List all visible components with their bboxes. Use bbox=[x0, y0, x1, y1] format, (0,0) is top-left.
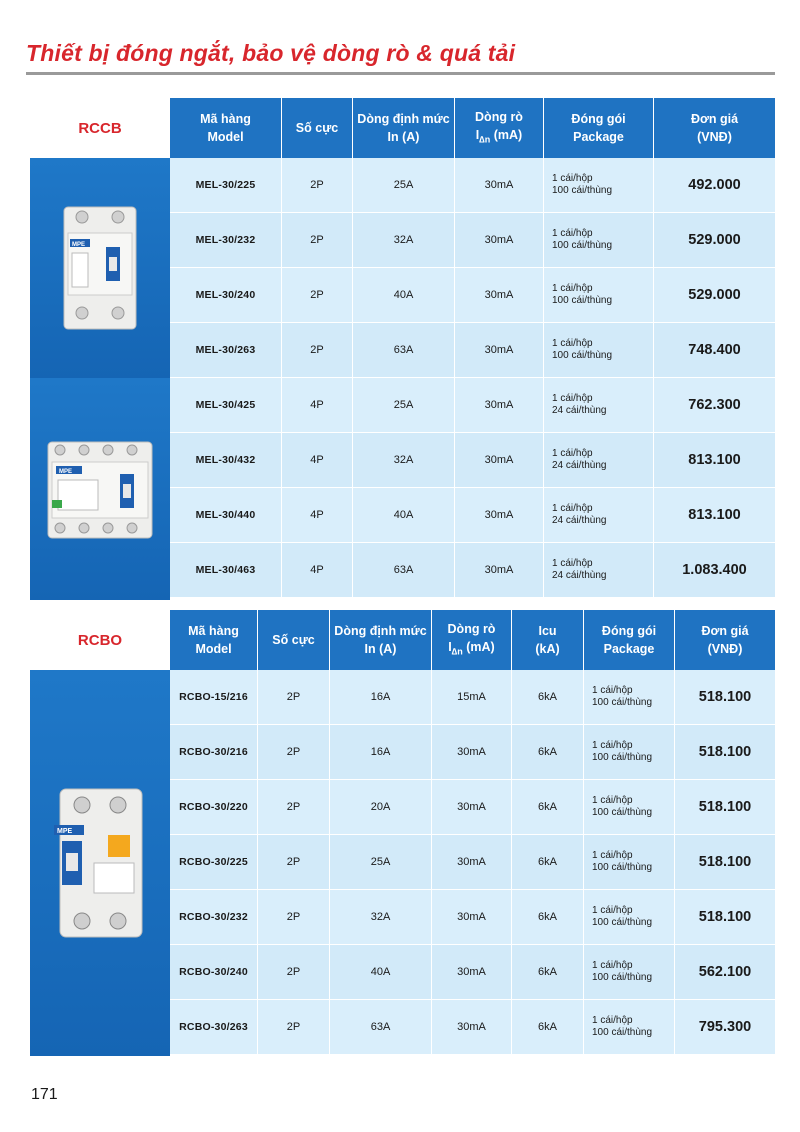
package-per-box: 1 cái/hộp bbox=[592, 740, 633, 751]
package-per-carton: 24 cái/thùng bbox=[552, 515, 607, 526]
rated-current-cell: 40A bbox=[330, 945, 432, 999]
model-cell: MEL-30/263 bbox=[170, 323, 282, 377]
header-icu-vi: Icu bbox=[538, 624, 557, 638]
package-per-carton: 100 cái/thùng bbox=[592, 807, 653, 818]
poles-cell: 2P bbox=[282, 158, 353, 212]
header-rated-vi: Dòng định mức bbox=[357, 112, 450, 126]
package-per-carton: 100 cái/thùng bbox=[592, 917, 653, 928]
header-rated-current bbox=[353, 98, 455, 158]
price-cell: 518.100 bbox=[698, 799, 752, 815]
header-model-vi: Mã hàng bbox=[188, 624, 239, 638]
leak-current-cell: 30mA bbox=[432, 945, 512, 999]
header-model bbox=[170, 98, 282, 158]
poles-cell: 2P bbox=[258, 835, 330, 889]
leak-subscript: ∆n bbox=[479, 134, 491, 145]
leak-current-cell: 30mA bbox=[455, 488, 544, 542]
table-row bbox=[170, 670, 775, 725]
model-cell: MEL-30/432 bbox=[170, 433, 282, 487]
package-cell bbox=[584, 1000, 675, 1054]
leak-current-cell: 30mA bbox=[432, 780, 512, 834]
header-poles-text: Số cực bbox=[272, 633, 315, 647]
poles-cell: 2P bbox=[258, 725, 330, 779]
poles-cell: 2P bbox=[282, 268, 353, 322]
package-per-box: 1 cái/hộp bbox=[552, 558, 593, 569]
package-per-box: 1 cái/hộp bbox=[592, 905, 633, 916]
model-cell: MEL-30/240 bbox=[170, 268, 282, 322]
price-cell: 518.100 bbox=[698, 909, 752, 925]
package-per-carton: 100 cái/thùng bbox=[592, 1027, 653, 1038]
model-cell: MEL-30/440 bbox=[170, 488, 282, 542]
model-cell: RCBO-30/220 bbox=[170, 780, 258, 834]
header-package bbox=[544, 98, 654, 158]
icu-cell: 6kA bbox=[512, 670, 584, 724]
model-cell: RCBO-15/216 bbox=[170, 670, 258, 724]
package-per-carton: 100 cái/thùng bbox=[592, 972, 653, 983]
header-icu bbox=[512, 610, 584, 670]
poles-cell: 4P bbox=[282, 543, 353, 597]
package-per-carton: 100 cái/thùng bbox=[552, 240, 613, 251]
table-row bbox=[170, 945, 775, 1000]
poles-cell: 2P bbox=[258, 670, 330, 724]
poles-cell: 4P bbox=[282, 488, 353, 542]
rated-current-cell: 40A bbox=[353, 488, 455, 542]
leak-current-cell: 30mA bbox=[455, 378, 544, 432]
header-leak-en bbox=[476, 126, 522, 149]
poles-cell: 2P bbox=[282, 323, 353, 377]
leak-current-cell: 30mA bbox=[455, 433, 544, 487]
poles-cell: 2P bbox=[282, 213, 353, 267]
package-per-box: 1 cái/hộp bbox=[552, 228, 593, 239]
header-leak-current bbox=[455, 98, 544, 158]
title-divider bbox=[26, 72, 775, 75]
table-row bbox=[170, 433, 775, 488]
poles-cell: 2P bbox=[258, 1000, 330, 1054]
leak-current-cell: 30mA bbox=[455, 268, 544, 322]
leak-current-cell: 30mA bbox=[432, 890, 512, 944]
header-leak-vi: Dòng rò bbox=[447, 621, 496, 636]
header-price-vi: Đơn giá bbox=[701, 624, 749, 638]
leak-current-cell: 15mA bbox=[432, 670, 512, 724]
svg-text:MPE: MPE bbox=[72, 242, 86, 248]
header-rated-en: In (A) bbox=[364, 642, 397, 656]
rated-current-cell: 32A bbox=[353, 433, 455, 487]
package-cell bbox=[544, 268, 654, 322]
poles-cell: 2P bbox=[258, 780, 330, 834]
package-cell bbox=[544, 378, 654, 432]
leak-current-cell: 30mA bbox=[455, 213, 544, 267]
header-leak-current bbox=[432, 610, 512, 670]
rated-current-cell: 63A bbox=[330, 1000, 432, 1054]
rated-current-cell: 32A bbox=[353, 213, 455, 267]
table-row bbox=[170, 1000, 775, 1055]
table-row bbox=[170, 488, 775, 543]
header-package bbox=[584, 610, 675, 670]
header-model-en: Model bbox=[207, 130, 244, 144]
package-per-carton: 100 cái/thùng bbox=[552, 185, 613, 196]
rcbo-table-body bbox=[170, 670, 775, 1055]
poles-cell: 2P bbox=[258, 945, 330, 999]
package-per-carton: 24 cái/thùng bbox=[552, 460, 607, 471]
header-package-vi: Đóng gói bbox=[571, 112, 626, 126]
package-cell bbox=[544, 543, 654, 597]
price-cell: 813.100 bbox=[688, 452, 741, 468]
leak-subscript: ∆n bbox=[451, 646, 463, 657]
rated-current-cell: 16A bbox=[330, 725, 432, 779]
rated-current-cell: 25A bbox=[353, 378, 455, 432]
price-cell: 748.400 bbox=[688, 342, 741, 358]
table-row bbox=[170, 780, 775, 835]
model-cell: MEL-30/225 bbox=[170, 158, 282, 212]
package-cell bbox=[584, 890, 675, 944]
package-per-box: 1 cái/hộp bbox=[552, 283, 593, 294]
package-per-box: 1 cái/hộp bbox=[592, 1015, 633, 1026]
price-cell: 492.000 bbox=[688, 177, 741, 193]
package-cell bbox=[584, 670, 675, 724]
page-title: Thiết bị đóng ngắt, bảo vệ dòng rò & quá tải bbox=[26, 40, 516, 66]
package-per-carton: 24 cái/thùng bbox=[552, 405, 607, 416]
rated-current-cell: 32A bbox=[330, 890, 432, 944]
rated-current-cell: 63A bbox=[353, 543, 455, 597]
price-cell: 518.100 bbox=[698, 744, 752, 760]
rccb-4p-image-panel bbox=[30, 378, 170, 600]
rated-current-cell: 25A bbox=[353, 158, 455, 212]
header-model-vi: Mã hàng bbox=[200, 112, 251, 126]
price-cell: 562.100 bbox=[698, 964, 752, 980]
leak-current-cell: 30mA bbox=[432, 725, 512, 779]
svg-text:MPE: MPE bbox=[59, 469, 73, 475]
package-per-carton: 100 cái/thùng bbox=[592, 862, 653, 873]
rcbo-table-header bbox=[170, 610, 775, 670]
rated-current-cell: 40A bbox=[353, 268, 455, 322]
price-cell: 529.000 bbox=[688, 287, 741, 303]
package-per-box: 1 cái/hộp bbox=[592, 685, 633, 696]
rccb-2p-device-image bbox=[60, 203, 140, 333]
model-cell: MEL-30/232 bbox=[170, 213, 282, 267]
header-model-en: Model bbox=[195, 642, 232, 656]
package-per-box: 1 cái/hộp bbox=[552, 448, 593, 459]
header-price-en: (VNĐ) bbox=[697, 130, 732, 144]
rcbo-label: RCBO bbox=[30, 610, 170, 670]
table-row bbox=[170, 323, 775, 378]
table-row bbox=[170, 543, 775, 598]
price-cell: 518.100 bbox=[698, 689, 752, 705]
icu-cell: 6kA bbox=[512, 890, 584, 944]
price-cell: 813.100 bbox=[688, 507, 741, 523]
header-model bbox=[170, 610, 258, 670]
price-cell: 762.300 bbox=[688, 397, 741, 413]
rated-current-cell: 16A bbox=[330, 670, 432, 724]
poles-cell: 4P bbox=[282, 378, 353, 432]
header-rated-en: In (A) bbox=[387, 130, 420, 144]
leak-unit: (mA) bbox=[490, 127, 523, 142]
leak-current-cell: 30mA bbox=[432, 835, 512, 889]
table-row bbox=[170, 890, 775, 945]
rated-current-cell: 63A bbox=[353, 323, 455, 377]
model-cell: RCBO-30/216 bbox=[170, 725, 258, 779]
package-per-box: 1 cái/hộp bbox=[592, 960, 633, 971]
header-poles bbox=[282, 98, 353, 158]
header-price-vi: Đơn giá bbox=[690, 112, 739, 126]
package-per-carton: 100 cái/thùng bbox=[592, 752, 653, 763]
rccb-table-header bbox=[170, 98, 775, 158]
package-cell bbox=[584, 780, 675, 834]
table-row bbox=[170, 378, 775, 433]
price-cell: 795.300 bbox=[698, 1019, 752, 1035]
model-cell: MEL-30/425 bbox=[170, 378, 282, 432]
rccb-4p-device-image bbox=[44, 434, 156, 544]
package-cell bbox=[544, 213, 654, 267]
rccb-section bbox=[30, 98, 775, 600]
leak-current-cell: 30mA bbox=[455, 158, 544, 212]
package-per-box: 1 cái/hộp bbox=[552, 503, 593, 514]
package-cell bbox=[544, 488, 654, 542]
table-row bbox=[170, 835, 775, 890]
icu-cell: 6kA bbox=[512, 780, 584, 834]
package-cell bbox=[584, 945, 675, 999]
header-poles-text: Số cực bbox=[295, 121, 339, 135]
package-per-carton: 24 cái/thùng bbox=[552, 570, 607, 581]
page-number: 171 bbox=[31, 1086, 58, 1103]
package-per-box: 1 cái/hộp bbox=[552, 173, 593, 184]
header-price bbox=[654, 98, 775, 158]
package-per-box: 1 cái/hộp bbox=[592, 795, 633, 806]
leak-symbol: I bbox=[475, 127, 480, 142]
table-row bbox=[170, 158, 775, 213]
svg-text:MPE: MPE bbox=[57, 828, 73, 835]
icu-cell: 6kA bbox=[512, 945, 584, 999]
header-leak-en bbox=[448, 638, 494, 661]
price-cell: 518.100 bbox=[698, 854, 752, 870]
icu-cell: 6kA bbox=[512, 1000, 584, 1054]
table-row bbox=[170, 213, 775, 268]
model-cell: RCBO-30/232 bbox=[170, 890, 258, 944]
leak-unit: (mA) bbox=[462, 639, 495, 654]
icu-cell: 6kA bbox=[512, 835, 584, 889]
header-icu-en: (kA) bbox=[535, 642, 560, 656]
table-row bbox=[170, 268, 775, 323]
package-per-box: 1 cái/hộp bbox=[592, 850, 633, 861]
leak-current-cell: 30mA bbox=[432, 1000, 512, 1054]
price-cell: 529.000 bbox=[688, 232, 741, 248]
poles-cell: 4P bbox=[282, 433, 353, 487]
package-cell bbox=[584, 835, 675, 889]
model-cell: RCBO-30/225 bbox=[170, 835, 258, 889]
rated-current-cell: 20A bbox=[330, 780, 432, 834]
model-cell: MEL-30/463 bbox=[170, 543, 282, 597]
rcbo-image-panel bbox=[30, 670, 170, 1056]
package-cell bbox=[544, 158, 654, 212]
poles-cell: 2P bbox=[258, 890, 330, 944]
header-price-en: (VNĐ) bbox=[707, 642, 743, 656]
header-price bbox=[675, 610, 775, 670]
header-package-vi: Đóng gói bbox=[601, 624, 657, 638]
model-cell: RCBO-30/240 bbox=[170, 945, 258, 999]
leak-symbol: I bbox=[448, 639, 452, 654]
header-rated-current bbox=[330, 610, 432, 670]
rated-current-cell: 25A bbox=[330, 835, 432, 889]
leak-current-cell: 30mA bbox=[455, 323, 544, 377]
table-row bbox=[170, 725, 775, 780]
header-leak-vi: Dòng rò bbox=[475, 109, 523, 124]
icu-cell: 6kA bbox=[512, 725, 584, 779]
package-per-carton: 100 cái/thùng bbox=[552, 350, 613, 361]
rcbo-section bbox=[30, 610, 775, 1056]
leak-current-cell: 30mA bbox=[455, 543, 544, 597]
header-poles bbox=[258, 610, 330, 670]
package-per-carton: 100 cái/thùng bbox=[552, 295, 613, 306]
package-per-box: 1 cái/hộp bbox=[552, 338, 593, 349]
rcbo-device-image bbox=[50, 783, 150, 943]
rccb-2p-image-panel bbox=[30, 158, 170, 378]
package-cell bbox=[584, 725, 675, 779]
model-cell: RCBO-30/263 bbox=[170, 1000, 258, 1054]
package-cell bbox=[544, 433, 654, 487]
rccb-label: RCCB bbox=[30, 98, 170, 158]
header-package-en: Package bbox=[573, 130, 624, 144]
package-per-box: 1 cái/hộp bbox=[552, 393, 593, 404]
package-cell bbox=[544, 323, 654, 377]
header-rated-vi: Dòng định mức bbox=[334, 624, 427, 638]
package-per-carton: 100 cái/thùng bbox=[592, 697, 653, 708]
header-package-en: Package bbox=[603, 642, 655, 656]
price-cell: 1.083.400 bbox=[682, 562, 747, 578]
rccb-table-body bbox=[170, 158, 775, 598]
